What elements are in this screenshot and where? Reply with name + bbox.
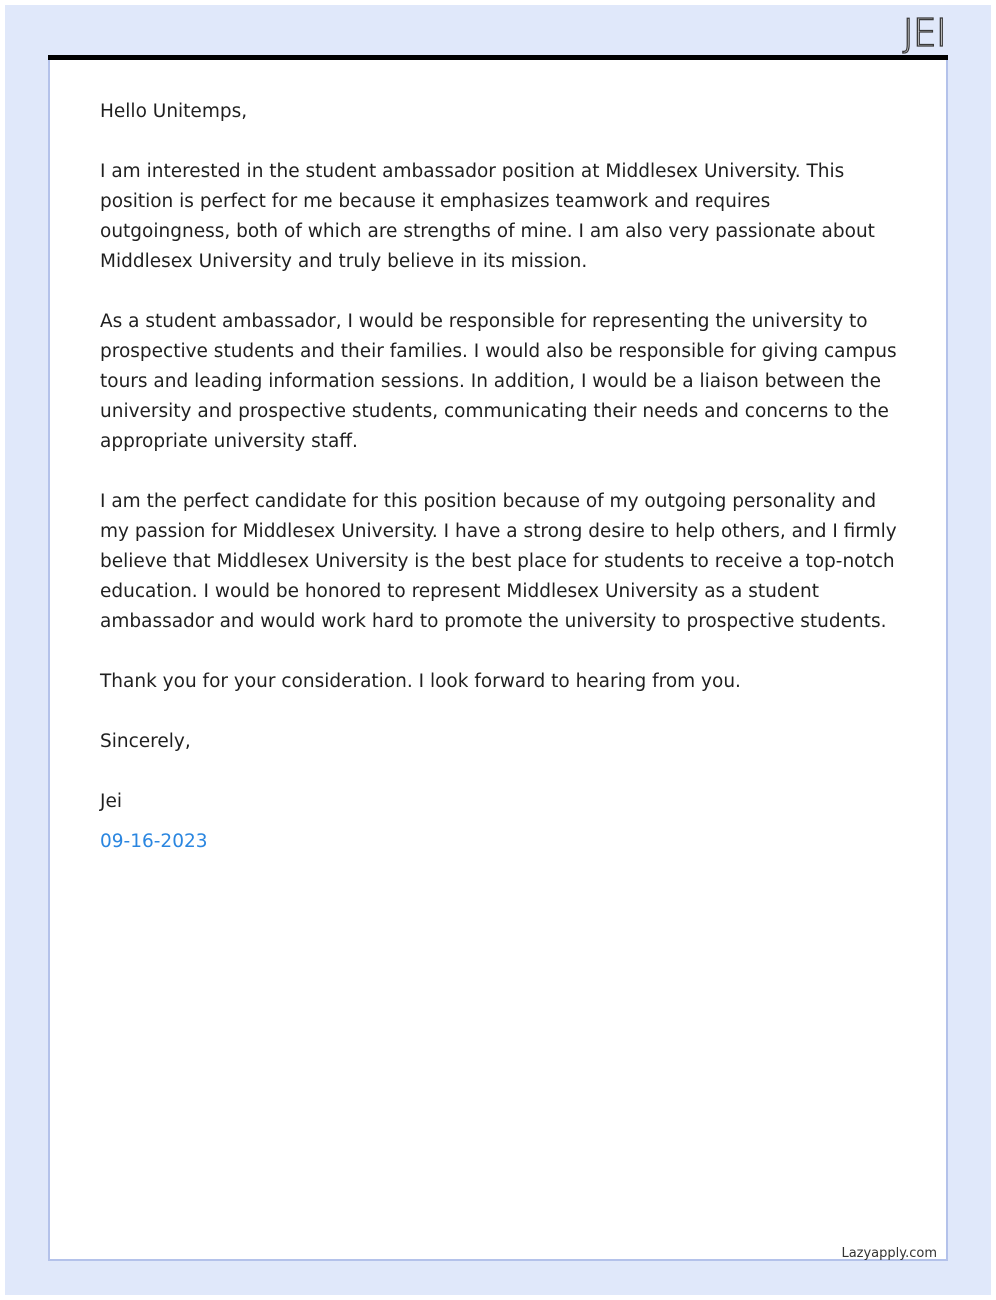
letter-paragraph: Thank you for your consideration. I look forward to hearing from you.: [100, 671, 741, 692]
letter-paragraph: I am the perfect candidate for this position because of my outgoing personality and my passion for Middlesex University. I have a strong desire to help others, and I firmly believe that Middlesex University is the best place for students to receive a top-notch education. I would be honored to represent Middlesex University as a student ambassador and would work hard to promote the university to prospective students.: [100, 491, 897, 632]
letter-date: 09-16-2023: [100, 831, 208, 852]
cover-letter-body: [100, 97, 900, 857]
lazyapply-watermark: Lazyapply.com: [841, 1246, 937, 1261]
letter-paragraph: As a student ambassador, I would be responsible for representing the university to prospective students and their families. I would also be responsible for giving campus tours and leading information sessions. In addition, I would be a liaison between the university and prospective students, communicating their needs and concerns to the appropriate university staff.: [100, 311, 897, 452]
monogram-logo: JEI: [902, 11, 946, 55]
letter-signature: Jei: [100, 791, 122, 812]
letter-paragraph: I am interested in the student ambassador position at Middlesex University. This position is perfect for me because it emphasizes teamwork and requires outgoingness, both of which are strengths of mine. I am also very passionate about Middlesex University and truly believe in its mission.: [100, 161, 875, 272]
letter-greeting: Hello Unitemps,: [100, 101, 248, 122]
letter-closing: Sincerely,: [100, 731, 191, 752]
